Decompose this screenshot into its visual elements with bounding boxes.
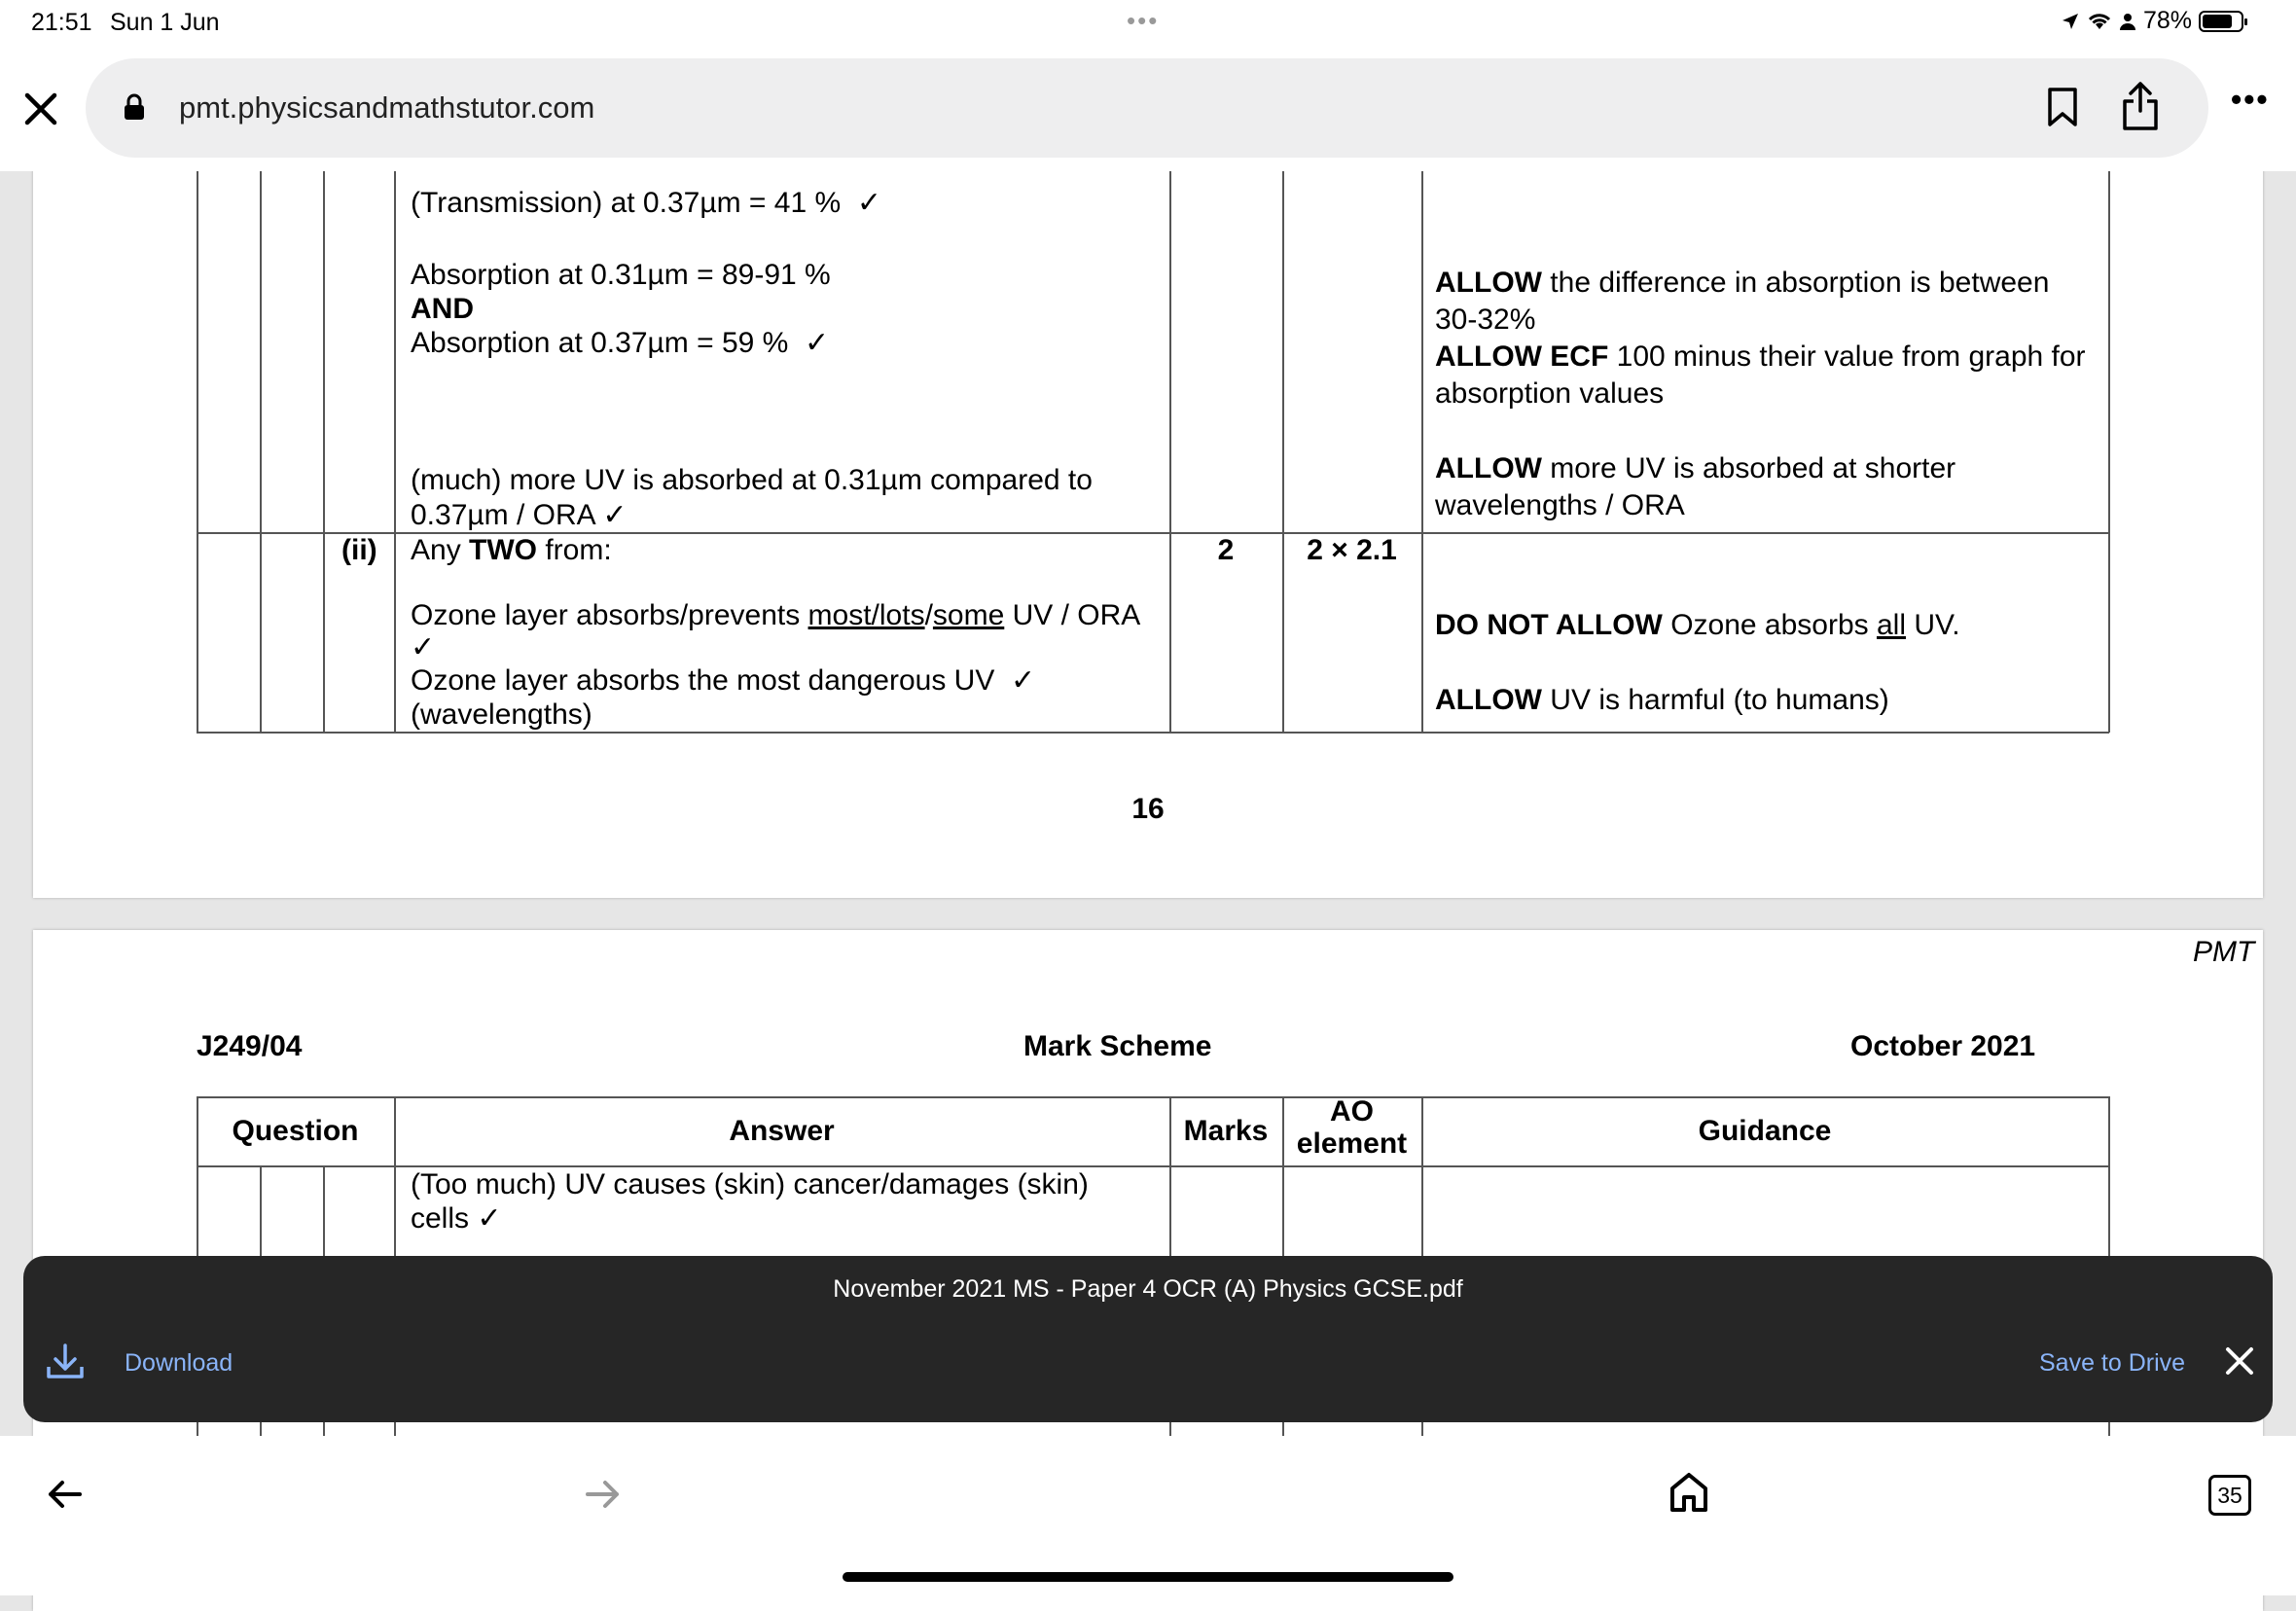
answer-transmission: (Transmission) at 0.37µm = 41 % ✓ [411, 187, 881, 219]
location-icon [2061, 12, 2080, 31]
person-icon [2119, 12, 2136, 31]
download-filename: November 2021 MS - Paper 4 OCR (A) Physics GCSE.pdf [833, 1275, 1463, 1303]
header-ao: AO [1330, 1095, 1374, 1128]
lock-icon [123, 93, 146, 121]
download-icon[interactable] [45, 1342, 86, 1382]
pmt-watermark: PMT [2193, 936, 2255, 968]
answer-more-uv-line2: 0.37µm / ORA ✓ [411, 499, 628, 531]
share-icon[interactable] [2121, 80, 2160, 132]
guidance-do-not-allow: DO NOT ALLOW Ozone absorbs all UV. [1435, 609, 1960, 641]
wifi-icon [2087, 12, 2112, 31]
answer-ozone-2-line2: (wavelengths) [411, 698, 592, 731]
download-button[interactable]: Download [125, 1349, 233, 1377]
guidance-allow-difference-line2: 30-32% [1435, 304, 1536, 336]
forward-icon[interactable] [584, 1475, 623, 1514]
guidance-allow-shorter: ALLOW more UV is absorbed at shorter [1435, 452, 1956, 484]
answer-ozone-1: Ozone layer absorbs/prevents most/lots/some UV / ORA [411, 599, 1141, 631]
url-text[interactable]: pmt.physicsandmathstutor.com [179, 90, 595, 125]
header-ao-element: element [1296, 1128, 1408, 1160]
home-icon[interactable] [1668, 1471, 1709, 1514]
battery-fill [2203, 15, 2232, 28]
multitasking-dots-icon[interactable]: ••• [1127, 6, 1160, 35]
back-icon[interactable] [45, 1475, 84, 1514]
doc-title: Mark Scheme [1023, 1030, 1212, 1062]
status-indicators [2061, 7, 2243, 35]
close-banner-icon[interactable] [2220, 1342, 2259, 1380]
answer-absorption-1: Absorption at 0.31µm = 89-91 % [411, 259, 831, 291]
page-number: 16 [1131, 793, 1165, 825]
address-bar[interactable] [86, 58, 2208, 158]
status-bar [0, 0, 2296, 47]
answer-ozone-2: Ozone layer absorbs the most dangerous UV ✓ [411, 664, 1036, 697]
answer-any-two: Any TWO from: [411, 534, 612, 566]
doc-code: J249/04 [197, 1030, 303, 1062]
guidance-allow-ecf-line2: absorption values [1435, 377, 1665, 410]
answer-uv-cancer-line2: cells ✓ [411, 1202, 502, 1235]
browser-toolbar [0, 47, 2296, 171]
question-part-ii: (ii) [341, 534, 377, 566]
tick-mark: ✓ [411, 631, 436, 663]
close-icon[interactable] [18, 86, 64, 132]
save-to-drive-button[interactable]: Save to Drive [2039, 1349, 2186, 1377]
header-answer: Answer [729, 1115, 835, 1147]
doc-date: October 2021 [1850, 1030, 2036, 1062]
home-indicator[interactable] [843, 1572, 1453, 1582]
tab-count-button[interactable]: 35 [2208, 1475, 2251, 1516]
guidance-allow-harmful: ALLOW UV is harmful (to humans) [1435, 684, 1889, 716]
download-banner [23, 1256, 2273, 1422]
battery-percent: 78% [2143, 7, 2193, 34]
answer-absorption-2: Absorption at 0.37µm = 59 % ✓ [411, 327, 830, 359]
answer-more-uv-line1: (much) more UV is absorbed at 0.31µm compared to [411, 464, 1093, 496]
guidance-allow-difference: ALLOW the difference in absorption is between [1435, 267, 2050, 299]
ao-element-value: 2 × 2.1 [1307, 534, 1397, 566]
marks-value: 2 [1217, 534, 1235, 566]
answer-uv-cancer: (Too much) UV causes (skin) cancer/damages (skin) [411, 1168, 1089, 1200]
status-date: Sun 1 Jun [110, 9, 220, 36]
guidance-allow-shorter-line2: wavelengths / ORA [1435, 489, 1685, 521]
guidance-allow-ecf: ALLOW ECF 100 minus their value from graph for [1435, 340, 2086, 373]
header-question: Question [232, 1115, 359, 1147]
answer-and: AND [411, 293, 474, 325]
header-marks: Marks [1183, 1115, 1269, 1147]
pdf-page-16 [33, 146, 2263, 898]
header-guidance: Guidance [1698, 1115, 1832, 1147]
status-time: 21:51 [31, 9, 92, 36]
battery-icon [2199, 11, 2243, 32]
more-icon[interactable]: ••• [2231, 82, 2270, 117]
bookmark-icon[interactable] [2046, 86, 2079, 128]
